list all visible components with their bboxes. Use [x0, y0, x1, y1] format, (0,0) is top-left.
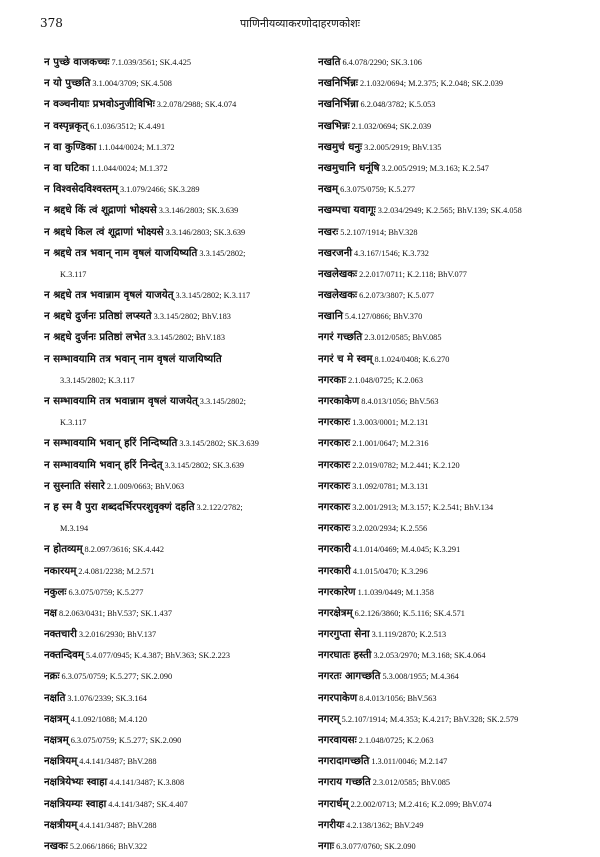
entry-reference: 2.1.032/0694; M.2.375; K.2.048; SK.2.039: [359, 79, 504, 89]
entry-reference: 6.3.075/0759; K.5.277: [340, 185, 415, 195]
dictionary-entry: [44, 730, 309, 751]
dictionary-entry: [318, 455, 580, 476]
entry-reference: 5.2.107/1914; M.4.353; K.4.217; BhV.328; SK.2.579: [341, 714, 519, 724]
entry-reference: 3.3.145/2802;: [199, 248, 246, 258]
left-column: [44, 52, 309, 857]
dictionary-entry: [318, 73, 580, 94]
dictionary-entry: [318, 709, 580, 730]
entry-reference: 3.1.076/2339; SK.3.164: [67, 693, 147, 703]
dictionary-entry: [318, 179, 580, 200]
entry-reference: 6.3.075/0759; K.5.277: [68, 587, 144, 597]
dictionary-entry: [44, 624, 309, 645]
entry-reference: K.3.117: [60, 269, 87, 279]
entry-reference: 1.1.039/0449; M.1.358: [357, 587, 434, 597]
entry-headword: नगरक्षेत्रम्: [318, 606, 353, 619]
entry-reference: 8.1.024/0408; K.6.270: [374, 354, 450, 364]
entry-reference: 4.4.141/3487; SK.4.407: [108, 799, 188, 809]
entry-headword: नगरकाः: [318, 373, 347, 386]
entry-headword: नखरजनी: [318, 246, 353, 259]
entry-reference: 3.1.004/3709; SK.4.508: [92, 79, 172, 89]
dictionary-entry: [44, 455, 309, 476]
dictionary-entry: [318, 285, 580, 306]
entry-headword: न सम्भावयामि तत्र भवान् नाम वृषलं याजयिष्यति: [44, 352, 222, 365]
entry-headword: नगरं च मे स्वम्: [318, 352, 373, 365]
entry-headword: नगरं गच्छति: [318, 331, 363, 344]
dictionary-entry: [318, 539, 580, 560]
entry-reference: 4.4.141/3487; BhV.288: [79, 820, 157, 830]
entry-headword: नगरम्: [318, 712, 340, 725]
entry-headword: नक्तचारी: [44, 628, 77, 641]
dictionary-entry: [44, 158, 309, 179]
entry-reference: 6.3.075/0759; K.5.277; SK.2.090: [70, 736, 182, 745]
entry-reference: 6.1.036/3512; K.4.491: [90, 121, 165, 131]
dictionary-entry: [44, 52, 309, 73]
dictionary-entry: [318, 158, 580, 179]
dictionary-entry: [318, 137, 580, 158]
entry-reference: 3.3.145/2802; BhV.183: [153, 312, 231, 322]
entry-reference: 6.2.073/3807; K.5.077: [359, 291, 435, 301]
entry-headword: नखमुचानि धनूंषि: [318, 161, 380, 174]
entry-reference: 3.3.145/2802; K.3.117: [60, 375, 135, 385]
entry-headword: नगरकारी: [318, 564, 351, 577]
entry-reference: 3.2.020/2934; K.2.556: [352, 524, 428, 534]
dictionary-entry: [318, 243, 580, 264]
entry-headword: नखकः: [44, 839, 68, 852]
entry-headword: न सम्भावयामि भवान् हरिं निन्दिष्यति: [44, 437, 178, 450]
page-header: [40, 16, 560, 32]
entry-reference: 6.3.075/0759; K.5.277; SK.2.090: [61, 672, 173, 682]
entry-headword: न सम्भावयामि तत्र भवान्नाम वृषलं याजयेत्: [44, 395, 198, 407]
dictionary-entry: [44, 497, 309, 518]
dictionary-entry: [318, 94, 580, 115]
dictionary-entry: [318, 730, 580, 751]
dictionary-entry: [318, 794, 580, 815]
dictionary-entry: [44, 222, 309, 243]
dictionary-entry: [318, 370, 580, 391]
entry-reference: 2.4.081/2238; M.2.571: [78, 566, 155, 576]
entry-reference: 8.4.013/1056; BhV.563: [361, 397, 439, 406]
entry-headword: नगरकारी: [318, 543, 351, 556]
entry-reference: 1.3.011/0046; M.2.147: [371, 757, 448, 767]
entry-headword: नकारयम्: [44, 564, 77, 577]
entry-reference: 3.2.122/2782;: [196, 502, 243, 512]
dictionary-entry: [318, 666, 580, 687]
entry-reference: 5.2.107/1914; BhV.328: [340, 227, 418, 237]
entry-reference: 4.1.014/0469; M.4.045; K.3.291: [352, 545, 461, 555]
entry-headword: नक्षत्रियम्: [44, 755, 78, 768]
right-column: [318, 52, 580, 857]
dictionary-entry: [318, 391, 580, 412]
dictionary-entry: [44, 645, 309, 666]
dictionary-entry: [44, 327, 309, 348]
entry-continuation: [44, 264, 309, 285]
entry-reference: 3.2.078/2988; SK.4.074: [156, 100, 237, 110]
entry-continuation: [44, 518, 309, 539]
entry-reference: 6.4.078/2290; SK.3.106: [342, 58, 422, 67]
entry-headword: नखमुचं धनुः: [318, 140, 363, 153]
dictionary-entry: [44, 688, 309, 709]
dictionary-entry: [44, 561, 309, 582]
running-title: पाणिनीयव्याकरणोदाहरणकोशः: [240, 17, 360, 30]
entry-reference: 4.4.141/3487; BhV.288: [79, 757, 157, 767]
entry-reference: 3.3.145/2802; K.3.117: [175, 291, 251, 301]
dictionary-entry: [44, 306, 309, 327]
dictionary-entry: [44, 476, 309, 497]
dictionary-entry: [318, 751, 580, 772]
entry-reference: 3.3.145/2802; BhV.183: [147, 333, 225, 343]
dictionary-entry: [44, 94, 309, 115]
entry-headword: नगरकारः: [318, 458, 351, 471]
entry-headword: नकुलः: [44, 585, 67, 598]
dictionary-entry: [318, 497, 580, 518]
dictionary-entry: [44, 603, 309, 624]
entry-reference: 2.1.048/0725; K.2.063: [348, 375, 423, 385]
entry-headword: नगरपाकेण: [318, 691, 358, 704]
entry-headword: नगरकारः: [318, 416, 351, 429]
entry-headword: न श्रद्दधे तत्र भवान् नाम वृषलं याजयिष्यति: [44, 246, 198, 259]
dictionary-entry: [44, 243, 309, 264]
dictionary-entry: [44, 582, 309, 603]
entry-headword: नगरकारः: [318, 479, 351, 492]
entry-reference: 3.3.146/2803; SK.3.639: [158, 206, 239, 216]
entry-headword: न वञ्चनीयाः प्रभवोऽनुजीविभिः: [44, 98, 155, 111]
entry-continuation: [44, 370, 309, 391]
dictionary-entry: [44, 137, 309, 158]
entry-reference: 3.2.034/2949; K.2.565; BhV.139; SK.4.058: [377, 206, 522, 216]
entry-reference: 4.2.138/1362; BhV.249: [346, 820, 424, 830]
entry-headword: न श्रद्दधे दुर्जनः प्रतिष्ठां लप्स्यते: [44, 310, 152, 323]
entry-headword: नगरकारेण: [318, 585, 356, 598]
dictionary-entry: [318, 476, 580, 497]
entry-reference: 5.2.066/1866; BhV.322: [69, 841, 148, 851]
entry-headword: न सुस्नाति संसारे: [44, 479, 105, 492]
dictionary-entry: [44, 772, 309, 793]
entry-reference: 2.1.009/0663; BhV.063: [106, 481, 185, 491]
dictionary-entry: [318, 836, 580, 857]
entry-reference: 3.2.053/2970; M.3.168; SK.4.064: [373, 651, 486, 661]
dictionary-entry: [318, 518, 580, 539]
entry-headword: नक्तन्दिवम्: [44, 649, 84, 662]
entry-headword: न श्रद्दधे तत्र भवान्नाम वृषलं याजयेत्: [44, 289, 174, 302]
entry-reference: 3.3.145/2802; SK.3.639: [179, 439, 259, 449]
entry-headword: नखनिर्भिन्नः: [318, 77, 358, 90]
entry-headword: नगरीयः: [318, 818, 345, 831]
entry-continuation: [44, 412, 309, 433]
entry-headword: नक्षत्रीयम्: [44, 818, 78, 831]
entry-reference: 3.2.016/2930; BhV.137: [78, 630, 157, 640]
entry-headword: नखरः: [318, 225, 339, 238]
entry-headword: नगरार्धम्: [318, 797, 349, 810]
dictionary-entry: [318, 815, 580, 836]
dictionary-entry: [318, 264, 580, 285]
dictionary-entry: [44, 666, 309, 687]
dictionary-entry: [318, 349, 580, 370]
dictionary-entry: [318, 116, 580, 137]
dictionary-entry: [44, 815, 309, 836]
entry-headword: नखानि: [318, 310, 343, 323]
entry-reference: 6.2.126/3860; K.5.116; SK.4.571: [354, 608, 465, 618]
entry-headword: नगरकारः: [318, 437, 351, 450]
entry-reference: M.3.194: [60, 524, 89, 534]
entry-headword: न वस्पृन्नकृत्: [44, 119, 89, 132]
entry-reference: 1.1.044/0024; M.1.372: [91, 163, 168, 173]
entry-headword: न पुच्छे वाजकच्चः: [44, 56, 110, 68]
entry-reference: 3.3.145/2802;: [199, 397, 246, 406]
entry-headword: नगरवायसः: [318, 734, 357, 746]
entry-headword: न विश्वसेदविश्वस्तम्: [44, 183, 118, 196]
dictionary-entry: [318, 306, 580, 327]
entry-headword: न वा कुण्डिका: [44, 140, 97, 153]
entry-headword: नगरगुप्ता सेना: [318, 628, 370, 641]
entry-reference: 3.2.005/2919; BhV.135: [364, 142, 442, 152]
entry-reference: 4.3.167/1546; K.3.732: [354, 248, 429, 258]
entry-headword: नक्ष: [44, 606, 57, 619]
entry-reference: 1.3.003/0001; M.2.131: [352, 418, 429, 428]
entry-headword: न श्रद्दधे किं त्वं शूद्राणां भोक्ष्यसे: [44, 204, 157, 217]
dictionary-entry: [44, 349, 309, 370]
entry-reference: 2.3.012/0585; BhV.085: [364, 333, 442, 343]
dictionary-entry: [44, 391, 309, 412]
entry-reference: 1.1.044/0024; M.1.372: [98, 142, 175, 152]
dictionary-entry: [44, 179, 309, 200]
entry-reference: 3.3.145/2802; SK.3.639: [164, 460, 245, 470]
entry-headword: नखलेखकः: [318, 267, 358, 280]
dictionary-entry: [318, 433, 580, 454]
entry-reference: 2.1.048/0725; K.2.063: [358, 736, 434, 745]
entry-headword: नखम्पचा यवागूः: [318, 204, 376, 217]
dictionary-entry: [44, 433, 309, 454]
dictionary-entry: [44, 285, 309, 306]
entry-reference: 4.1.092/1088; M.4.120: [70, 714, 147, 724]
entry-reference: 2.3.012/0585; BhV.085: [372, 778, 451, 788]
entry-reference: 2.2.019/0782; M.2.441; K.2.120: [352, 460, 460, 470]
entry-reference: 2.2.002/0713; M.2.416; K.2.099; BhV.074: [350, 799, 492, 809]
page-number: 378: [40, 16, 63, 30]
dictionary-entry: [44, 200, 309, 221]
entry-headword: नगरतः आगच्छति: [318, 670, 381, 683]
dictionary-entry: [44, 539, 309, 560]
entry-headword: नखनिर्भिन्ना: [318, 98, 359, 111]
entry-headword: नक्षति: [44, 691, 66, 704]
entry-headword: नखभिन्नः: [318, 119, 350, 132]
entry-headword: नक्षत्रम्: [44, 712, 69, 725]
entry-headword: नगरकाकेण: [318, 395, 360, 407]
entry-reference: 6.2.048/3782; K.5.053: [360, 100, 436, 110]
dictionary-entry: [318, 561, 580, 582]
entry-headword: नखलेखकः: [318, 289, 358, 302]
entry-reference: 2.1.032/0694; SK.2.039: [351, 121, 432, 131]
entry-reference: 4.4.141/3487; K.3.808: [109, 778, 185, 788]
dictionary-entry: [44, 73, 309, 94]
entry-reference: 8.2.063/0431; BhV.537; SK.1.437: [58, 608, 172, 618]
entry-reference: 3.1.079/2466; SK.3.289: [119, 185, 200, 195]
entry-headword: नगाः: [318, 839, 335, 852]
entry-reference: 5.3.008/1955; M.4.364: [382, 672, 459, 682]
dictionary-entry: [318, 222, 580, 243]
entry-headword: नक्रः: [44, 670, 60, 683]
entry-reference: 6.3.077/0760; SK.2.090: [336, 841, 416, 851]
entry-headword: न श्रद्दधे दुर्जनः प्रतिष्ठां लभेत: [44, 331, 146, 344]
entry-reference: 5.4.127/0866; BhV.370: [344, 312, 423, 322]
dictionary-entry: [318, 645, 580, 666]
dictionary-entry: [318, 688, 580, 709]
entry-reference: 4.1.015/0470; K.3.296: [352, 566, 428, 576]
entry-headword: नक्षत्रियेभ्यः स्वाहा: [44, 776, 108, 789]
entry-headword: न वा घटिका: [44, 161, 90, 174]
entry-reference: 5.4.077/0945; K.4.387; BhV.363; SK.2.223: [85, 651, 231, 661]
dictionary-entry: [44, 794, 309, 815]
entry-reference: 2.1.001/0647; M.2.316: [352, 439, 429, 449]
entry-reference: 7.1.039/3561; SK.4.425: [111, 58, 192, 67]
dictionary-entry: [318, 200, 580, 221]
dictionary-entry: [44, 836, 309, 857]
entry-headword: नगरकारः: [318, 522, 351, 535]
dictionary-entry: [318, 772, 580, 793]
dictionary-entry: [44, 709, 309, 730]
entry-reference: 3.2.005/2919; M.3.163; K.2.547: [381, 163, 489, 173]
entry-reference: 3.1.119/2870; K.2.513: [371, 630, 447, 640]
entry-headword: नक्षत्रियम्यः स्वाहा: [44, 797, 107, 810]
entry-headword: नगरकारः: [318, 500, 351, 513]
dictionary-entry: [318, 603, 580, 624]
entry-headword: नखम्: [318, 183, 339, 196]
entry-reference: 2.2.017/0711; K.2.118; BhV.077: [359, 269, 467, 279]
entry-headword: न सम्भावयामि भवान् हरिं निन्देत्: [44, 458, 163, 471]
entry-headword: न होतव्यम्: [44, 543, 83, 556]
dictionary-entry: [318, 582, 580, 603]
entry-reference: 3.3.146/2803; SK.3.639: [165, 227, 246, 237]
dictionary-entry: [318, 327, 580, 348]
entry-headword: न श्रद्दधे किल त्वं शूद्राणां भोक्ष्यसे: [44, 225, 164, 238]
dictionary-entry: [44, 751, 309, 772]
entry-reference: 8.4.013/1056; BhV.563: [359, 693, 437, 703]
entry-headword: नगराय गच्छति: [318, 776, 371, 789]
dictionary-entry: [318, 412, 580, 433]
entry-headword: नक्षत्रम्: [44, 734, 69, 746]
dictionary-entry: [318, 52, 580, 73]
entry-reference: K.3.117: [60, 418, 87, 428]
dictionary-entry: [318, 624, 580, 645]
dictionary-entry: [44, 116, 309, 137]
entry-headword: न यो पुच्छति: [44, 77, 91, 90]
entry-reference: 3.2.001/2913; M.3.157; K.2.541; BhV.134: [352, 502, 494, 512]
entry-headword: नखति: [318, 56, 341, 68]
entry-headword: नगरादागच्छति: [318, 755, 370, 768]
entry-reference: 8.2.097/3616; SK.4.442: [84, 545, 165, 555]
entry-headword: नगरघातः हस्ती: [318, 649, 372, 662]
entry-headword: न ह स्म वै पुरा शब्ददर्भिरपरशुवृक्णं दहति: [44, 500, 195, 513]
entry-reference: 3.1.092/0781; M.3.131: [352, 481, 429, 491]
